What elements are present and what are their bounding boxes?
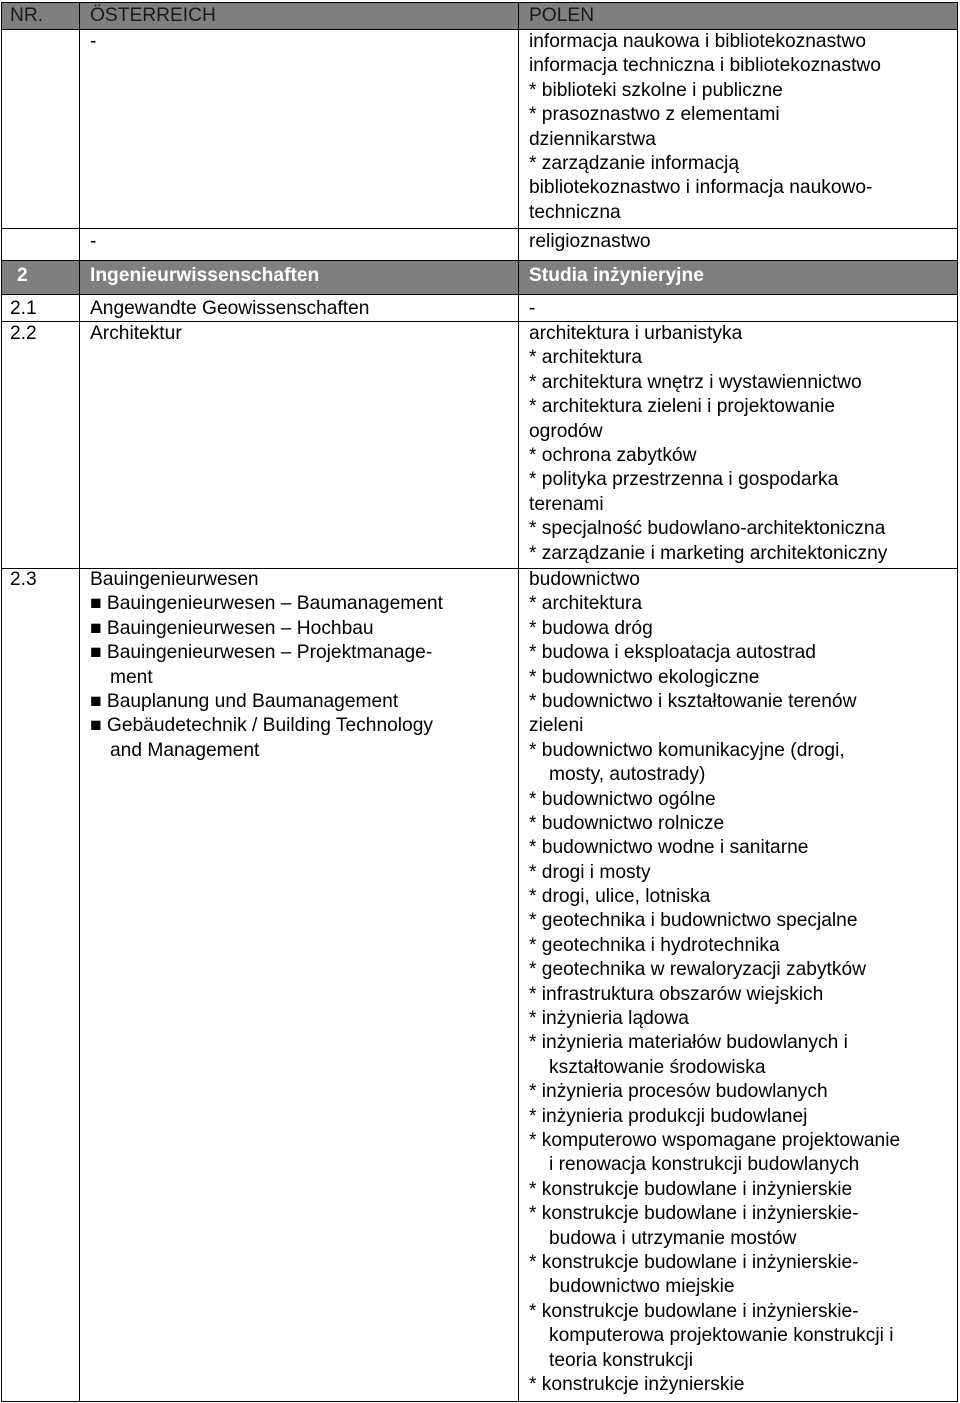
list-item: komputerowa projektowanie konstrukcji i (549, 1325, 894, 1347)
list-item: mosty, autostrady) (549, 764, 706, 786)
list-item: * budownictwo ogólne (529, 788, 716, 810)
list-item: * budownictwo komunikacyjne (drogi, (529, 739, 845, 761)
column-divider-1 (79, 3, 80, 1401)
list-item: ■ Bauingenieurwesen – Projektmanage- (90, 642, 433, 664)
row21-austria: Angewandte Geowissenschaften (90, 298, 370, 319)
row22-austria: Architektur (90, 323, 182, 344)
list-item: * konstrukcje inżynierskie (529, 1373, 745, 1395)
list-item: * drogi i mosty (529, 861, 651, 883)
list-item: * budowa i eksploatacja autostrad (529, 642, 816, 664)
list-item: * geotechnika i budownictwo specjalne (529, 910, 858, 932)
list-item: * polityka przestrzenna i gospodarka (529, 469, 839, 491)
list-item: * budownictwo i kształtowanie terenów (529, 690, 857, 712)
list-item: budownictwo miejskie (549, 1276, 735, 1298)
list-item: * konstrukcje budowlane i inżynierskie (529, 1178, 853, 1200)
list-item: * specjalność budowlano-architektoniczna (529, 518, 886, 540)
list-item: architektura i urbanistyka (529, 323, 743, 344)
list-item: informacja naukowa i bibliotekoznastwo (529, 31, 867, 52)
list-item: * komputerowo wspomagane projektowanie (529, 1129, 901, 1151)
list-item: ogrodów (529, 420, 603, 442)
section-2-austria: Ingenieurwissenschaften (90, 265, 320, 286)
row2-poland: religioznastwo (529, 231, 651, 252)
list-item: * inżynieria produkcji budowlanej (529, 1105, 808, 1127)
list-item: teoria konstrukcji (549, 1349, 693, 1371)
list-item: * konstrukcje budowlane i inżynierskie- (529, 1300, 859, 1322)
list-item: * budownictwo rolnicze (529, 812, 725, 834)
row21-poland: - (529, 298, 536, 319)
list-item: ■ Bauingenieurwesen – Hochbau (90, 617, 374, 639)
comparison-table (1, 2, 958, 1402)
list-item: ■ Bauplanung und Baumanagement (90, 690, 399, 712)
list-item: * infrastruktura obszarów wiejskich (529, 983, 824, 1005)
list-item: * architektura (529, 593, 643, 615)
list-item: * konstrukcje budowlane i inżynierskie- (529, 1251, 859, 1273)
list-item: kształtowanie środowiska (549, 1056, 766, 1078)
list-item: ■ Bauingenieurwesen – Baumanagement (90, 593, 443, 615)
section-2-nr: 2 (17, 265, 28, 286)
row-divider (2, 294, 957, 295)
list-item: i renowacja konstrukcji budowlanych (549, 1154, 860, 1176)
list-item: terenami (529, 493, 604, 515)
list-item: * architektura zieleni i projektowanie (529, 396, 836, 418)
header-austria: ÖSTERREICH (90, 5, 216, 26)
row22-poland (529, 322, 887, 566)
list-item: * inżynieria materiałów budowlanych i (529, 1032, 848, 1054)
row1-austria: - (90, 31, 97, 52)
list-item: * geotechnika i hydrotechnika (529, 934, 780, 956)
list-item: * architektura wnętrz i wystawiennictwo (529, 371, 862, 393)
list-item: ment (110, 666, 153, 688)
list-item: * budownictwo ekologiczne (529, 666, 760, 688)
list-item: * architektura (529, 347, 643, 369)
list-item: * biblioteki szkolne i publiczne (529, 79, 783, 101)
list-item: dziennikarstwa (529, 128, 656, 150)
header-nr: NR. (10, 5, 44, 26)
row-divider (2, 228, 957, 229)
row1-poland (529, 30, 881, 225)
list-item: zieleni (529, 715, 584, 737)
list-item: * drogi, ulice, lotniska (529, 886, 711, 908)
list-item: ■ Gebäudetechnik / Building Technology (90, 715, 433, 737)
list-item: * zarządzanie i marketing architektoniczny (529, 542, 888, 564)
row2-austria: - (90, 231, 97, 252)
list-item: and Management (110, 739, 260, 761)
list-item: budownictwo (529, 569, 640, 590)
list-item: * budowa dróg (529, 617, 653, 639)
row23-austria (90, 568, 443, 763)
list-item: * konstrukcje budowlane i inżynierskie- (529, 1203, 859, 1225)
row21-nr: 2.1 (10, 298, 37, 319)
column-divider-2 (518, 3, 519, 1401)
list-item: * prasoznastwo z elementami (529, 104, 780, 126)
row23-poland (529, 568, 900, 1397)
header-poland: POLEN (529, 5, 595, 26)
list-item: * zarządzanie informacją (529, 152, 740, 174)
list-item: informacja techniczna i bibliotekoznastwo (529, 55, 881, 77)
list-item: * geotechnika w rewaloryzacji zabytków (529, 959, 866, 981)
list-item: bibliotekoznastwo i informacja naukowo- (529, 177, 873, 199)
row22-nr: 2.2 (10, 323, 37, 344)
list-item: budowa i utrzymanie mostów (549, 1227, 797, 1249)
list-item: Bauingenieurwesen (90, 569, 259, 590)
row23-nr: 2.3 (10, 569, 37, 590)
list-item: * budownictwo wodne i sanitarne (529, 837, 809, 859)
list-item: * inżynieria lądowa (529, 1008, 689, 1030)
list-item: techniczna (529, 201, 621, 223)
section-2-poland: Studia inżynieryjne (529, 265, 704, 286)
list-item: * inżynieria procesów budowlanych (529, 1081, 828, 1103)
row-divider (2, 260, 957, 261)
list-item: * ochrona zabytków (529, 444, 697, 466)
